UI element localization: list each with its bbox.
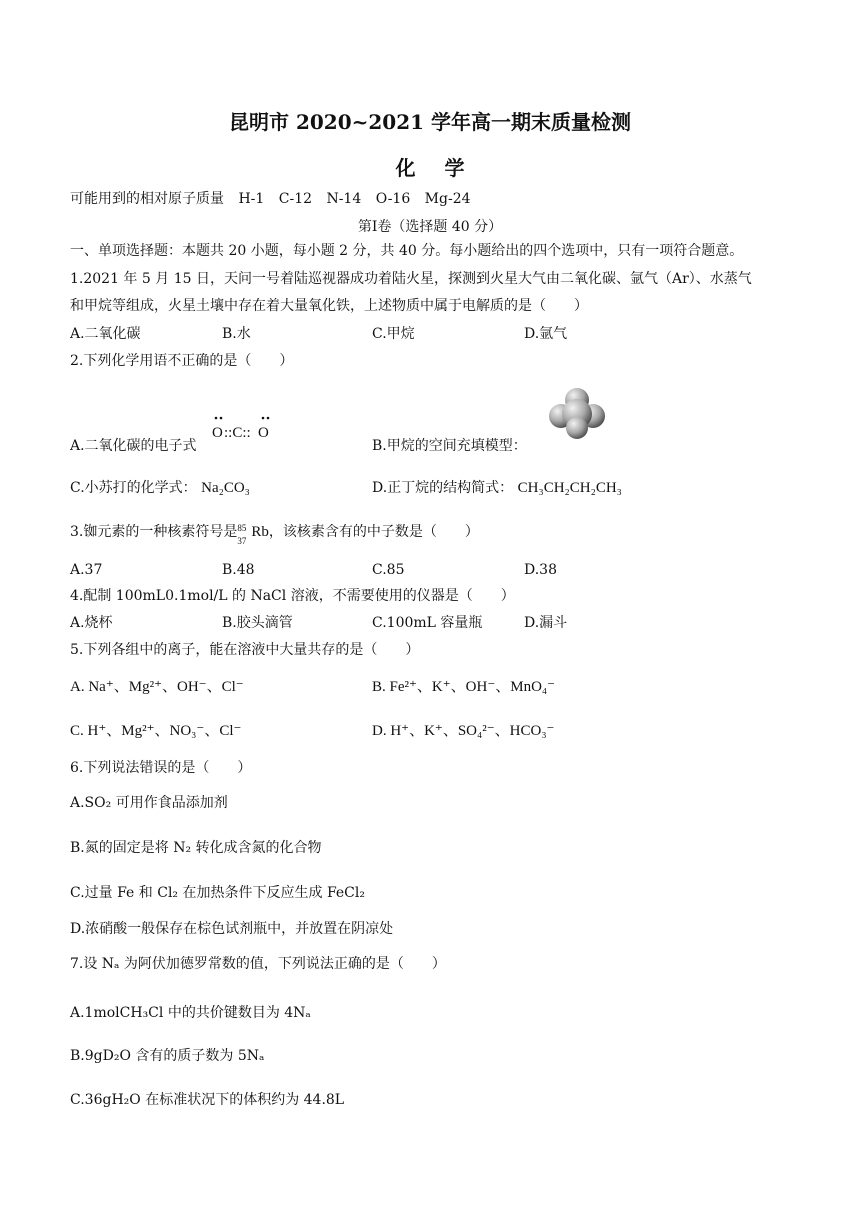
question-4-stem: 4.配制 100mL0.1mol/L 的 NaCl 溶液，不需要使用的仪器是（ ） [70,588,515,604]
question-2-option-c [70,479,250,497]
question-2-option-a-text: A.二氧化碳的电子式 [70,438,197,454]
section-heading: 第Ⅰ卷（选择题 40 分） [357,219,503,235]
question-6-option-c: C.过量 Fe 和 Cl₂ 在加热条件下反应生成 FeCl₂ [70,885,365,901]
question-3-option-c: C.85 [372,562,405,578]
question-1-option-a: A.二氧化碳 [70,326,141,342]
mass-number: 85 [237,523,247,533]
question-6-option-a: A.SO₂ 可用作食品添加剂 [70,795,228,811]
question-3-option-a: A.37 [70,562,103,578]
question-3-stem-pre: 3.铷元素的一种核素符号是 [70,524,238,540]
question-2-option-d [372,479,622,497]
question-4-option-d: D.漏斗 [524,615,568,631]
question-3-option-d: D.38 [524,562,557,578]
sodium-carbonate-formula: Na₂CO₃ [201,480,250,496]
methane-space-filling-model [546,386,608,440]
question-2-option-c-text: C.小苏打的化学式： [70,480,197,496]
question-5-stem: 5.下列各组中的离子，能在溶液中大量共存的是（ ） [70,642,420,658]
question-2-option-b: B.甲烷的空间充填模型： [372,438,527,454]
question-6-option-d: D.浓硝酸一般保存在棕色试剂瓶中，并放置在阴凉处 [70,921,394,937]
subject-title: 化 学 [395,156,465,180]
question-3-stem [70,523,479,546]
svg-text:O: O [212,425,223,441]
nuclide-symbol [237,523,251,546]
element-symbol: Rb [251,524,269,540]
instructions-line: 一、单项选择题：本题共 20 小题，每小题 2 分，共 40 分。每小题给出的四个选项中，只有一项符合题意。 [70,243,744,259]
question-5-option-a: A. Na⁺、Mg²⁺、OH⁻、Cl⁻ [70,679,244,695]
question-3-stem-post: ，该核素含有的中子数是（ ） [268,524,479,540]
question-1-stem-line2: 和甲烷等组成，火星土壤中存在着大量氧化铁，上述物质中属于电解质的是（ ） [70,298,588,314]
svg-text:O: O [258,425,269,441]
methane-model-icon [546,386,608,440]
question-7-stem: 7.设 Nₐ 为阿伏加德罗常数的值，下列说法正确的是（ ） [70,956,446,972]
question-6-option-b: B.氮的固定是将 N₂ 转化成含氮的化合物 [70,840,322,856]
co2-electron-dot-formula [212,414,272,446]
question-5-option-b: B. Fe²⁺、K⁺、OH⁻、MnO₄⁻ [372,679,556,695]
question-7-option-b: B.9gD₂O 含有的质子数为 5Nₐ [70,1048,265,1064]
atomic-masses-line: 可能用到的相对原子质量 H-1 C-12 N-14 O-16 Mg-24 [70,191,471,207]
exam-title: 昆明市 2020~2021 学年高一期末质量检测 [228,110,631,134]
question-7-option-a: A.1molCH₃Cl 中的共价键数目为 4Nₐ [70,1005,311,1021]
question-4-option-b: B.胶头滴管 [222,615,293,631]
svg-text:::C::: ::C:: [224,425,251,441]
question-7-option-c: C.36gH₂O 在标准状况下的体积约为 44.8L [70,1092,345,1108]
question-1-option-b: B.水 [222,326,251,342]
question-3-option-b: B.48 [222,562,255,578]
question-5-option-c: C. H⁺、Mg²⁺、NO₃⁻、Cl⁻ [70,723,242,739]
butane-formula: CH₃CH₂CH₂CH₃ [517,480,622,496]
question-1-stem-line1: 1.2021 年 5 月 15 日，天问一号着陆巡视器成功着陆火星，探测到火星大气由二氧化碳、氩气（Ar）、水蒸气 [70,271,752,287]
co2-electron-dot-icon [212,414,272,446]
question-1-option-c: C.甲烷 [372,326,415,342]
atomic-number: 37 [237,536,247,546]
question-4-option-c: C.100mL 容量瓶 [372,615,483,631]
question-2-stem: 2.下列化学用语不正确的是（ ） [70,353,294,369]
question-2-option-a [70,437,197,455]
question-1-option-d: D.氩气 [524,326,568,342]
question-5-option-d: D. H⁺、K⁺、SO₄²⁻、HCO₃⁻ [372,723,555,739]
question-2-option-d-text: D.正丁烷的结构简式： [372,480,514,496]
question-4-option-a: A.烧杯 [70,615,113,631]
question-6-stem: 6.下列说法错误的是（ ） [70,760,252,776]
